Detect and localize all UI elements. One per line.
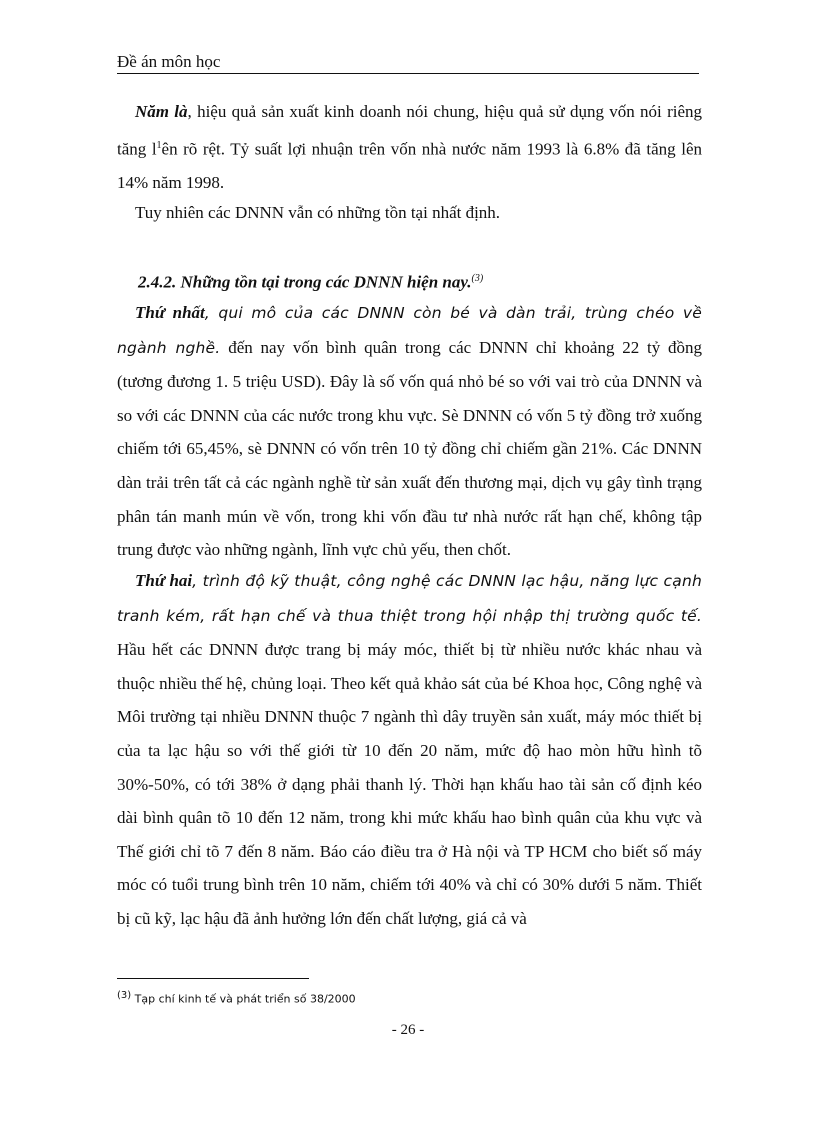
section-heading-text: 2.4.2. Những tồn tại trong các DNNN hiện nay. — [138, 272, 472, 292]
paragraph-text: Hầu hết các DNNN được trang bị máy móc, thiết bị từ nhiều nước khác nhau và thuộc nhiều thế hệ, chủng loại. Theo kết quả khảo sát của bé Khoa học, Công nghệ và Môi trường tại nhiều DNNN thuộc 7 ngành thì dây truyền sản xuất, máy móc thiết bị của ta lạc hậu so với thế giới từ 10 đến 20 năm, mức độ hao mòn hữu hình tõ 30%-50%, có tới 38% ở dạng phải thanh lý. Thời hạn khấu hao tài sản cố định kéo dài bình quân tõ 10 đến 12 năm, trong khi mức khấu hao bình quân của khu vực và Thế giới chỉ tõ 7 đến 8 năm. Báo cáo điều tra ở Hà nội và TP HCM cho biết số máy móc có tuổi trung bình trên 10 năm, chiếm tới 40% và chỉ có 30% dưới 5 năm. Thiết bị cũ kỹ, lạc hậu đã ảnh hưởng lớn đến chất lượng, giá cả và — [117, 640, 702, 928]
paragraph-4 — [117, 564, 702, 936]
paragraph-italic-text: , qui mô của các DNNN còn bé và dàn trải, trùng chéo về ngành nghề. — [117, 304, 702, 357]
paragraph-text: , hiệu quả sản xuất kinh doanh nói chung, hiệu quả sử dụng vốn nói riêng tăng l — [117, 102, 703, 159]
paragraph-lead: Thứ hai — [135, 571, 193, 590]
paragraph-lead: Năm là — [135, 102, 188, 121]
paragraph-2 — [117, 196, 702, 230]
paragraph-3 — [117, 296, 702, 567]
footnote — [117, 988, 356, 1008]
footnote-divider — [117, 978, 309, 979]
superscript: 1 — [156, 139, 162, 151]
footnote-marker: (3) — [117, 990, 132, 1001]
header-title: Đề án môn học — [117, 52, 221, 71]
paragraph-1 — [117, 95, 702, 199]
paragraph-lead: Thứ nhất — [135, 303, 205, 322]
section-heading — [138, 262, 483, 299]
footnote-reference: (3) — [471, 273, 484, 284]
paragraph-text: đến nay vốn bình quân trong các DNNN chỉ khoảng 22 tỷ đồng (tương đương 1. 5 triệu USD). Đây là số vốn quá nhỏ bé so với vai trò của DNNN và so với các DNNN của các nước trong khu vực. Sè DNNN có vốn 5 tỷ đồng trở xuống chiếm tới 65,45%, sè DNNN có vốn trên 10 tỷ đồng chỉ chiếm gần 21%. Các DNNN dàn trải trên tất cả các ngành nghề từ sản xuất đến thương mại, dịch vụ gây tình trạng phân tán manh mún về vốn, trong khi vốn đầu tư nhà nước rất hạn chế, không tập trung được vào những ngành, lĩnh vực chủ yếu, then chốt. — [117, 337, 703, 560]
page-header — [117, 52, 699, 74]
footnote-text: Tạp chí kinh tế và phát triển số 38/2000 — [131, 992, 356, 1006]
paragraph-italic-text: , trình độ kỹ thuật, công nghệ các DNNN lạc hậu, năng lực cạnh tranh kém, rất hạn chế và thua thiệt trong hội nhập thị trường quốc tế. — [117, 572, 703, 625]
paragraph-text: Tuy nhiên các DNNN vẫn có những tồn tại nhất định. — [135, 203, 501, 222]
paragraph-text-continued: ên rõ rệt. Tỷ suất lợi nhuận trên vốn nhà nước năm 1993 là 6.8% đã tăng lên 14% năm 1998. — [117, 139, 702, 192]
page-number: - 26 - — [391, 1022, 425, 1038]
